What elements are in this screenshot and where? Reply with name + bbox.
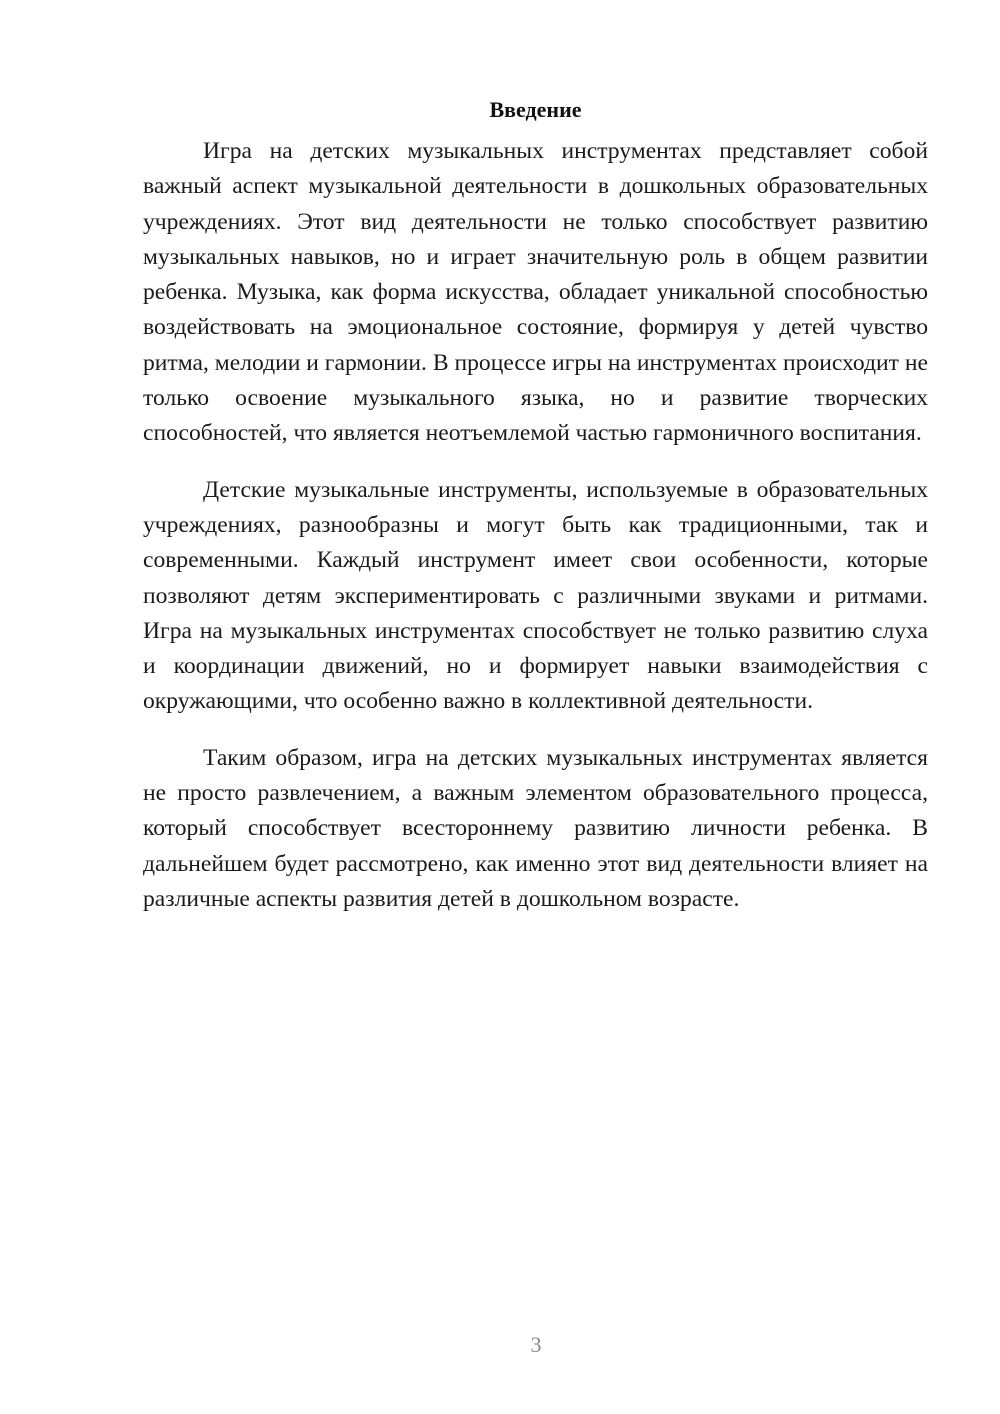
paragraph-2: Детские музыкальные инструменты, используемые в образовательных учреждениях, разнообразны и могут быть как традиционными, так и современными. Каждый инструмент имеет свои особенности, которые позволяют детям экспериментировать с различными звуками и ритмами. Игра на музыкальных инструментах способствует не только развитию слуха и координации движений, но и формирует навыки взаимодействия с окружающими, что особенно важно в коллективной деятельности. xyxy=(143,476,928,715)
page-content xyxy=(143,94,928,917)
paragraph-3: Таким образом, игра на детских музыкальных инструментах является не просто развлечением, а важным элементом образовательного процесса, который способствует всестороннему развитию личности ребенка. В дальнейшем будет рассмотрено, как именно этот вид деятельности влияет на различные аспекты развития детей в дошкольном возрасте. xyxy=(143,744,928,912)
page-number: 3 xyxy=(530,1332,542,1357)
section-title: Введение xyxy=(489,97,582,122)
paragraph-1: Игра на детских музыкальных инструментах представляет собой важный аспект музыкальной деятельности в дошкольных образовательных учреждениях. Этот вид деятельности не только способствует развитию музыкальных навыков, но и играет значительную роль в общем развитии ребенка. Музыка, как форма искусства, обладает уникальной способностью воздействовать на эмоциональное состояние, формируя у детей чувство ритма, мелодии и гармонии. В процессе игры на инструментах происходит не только освоение музыкального языка, но и развитие творческих способностей, что является неотъемлемой частью гармоничного воспитания. xyxy=(143,138,928,447)
